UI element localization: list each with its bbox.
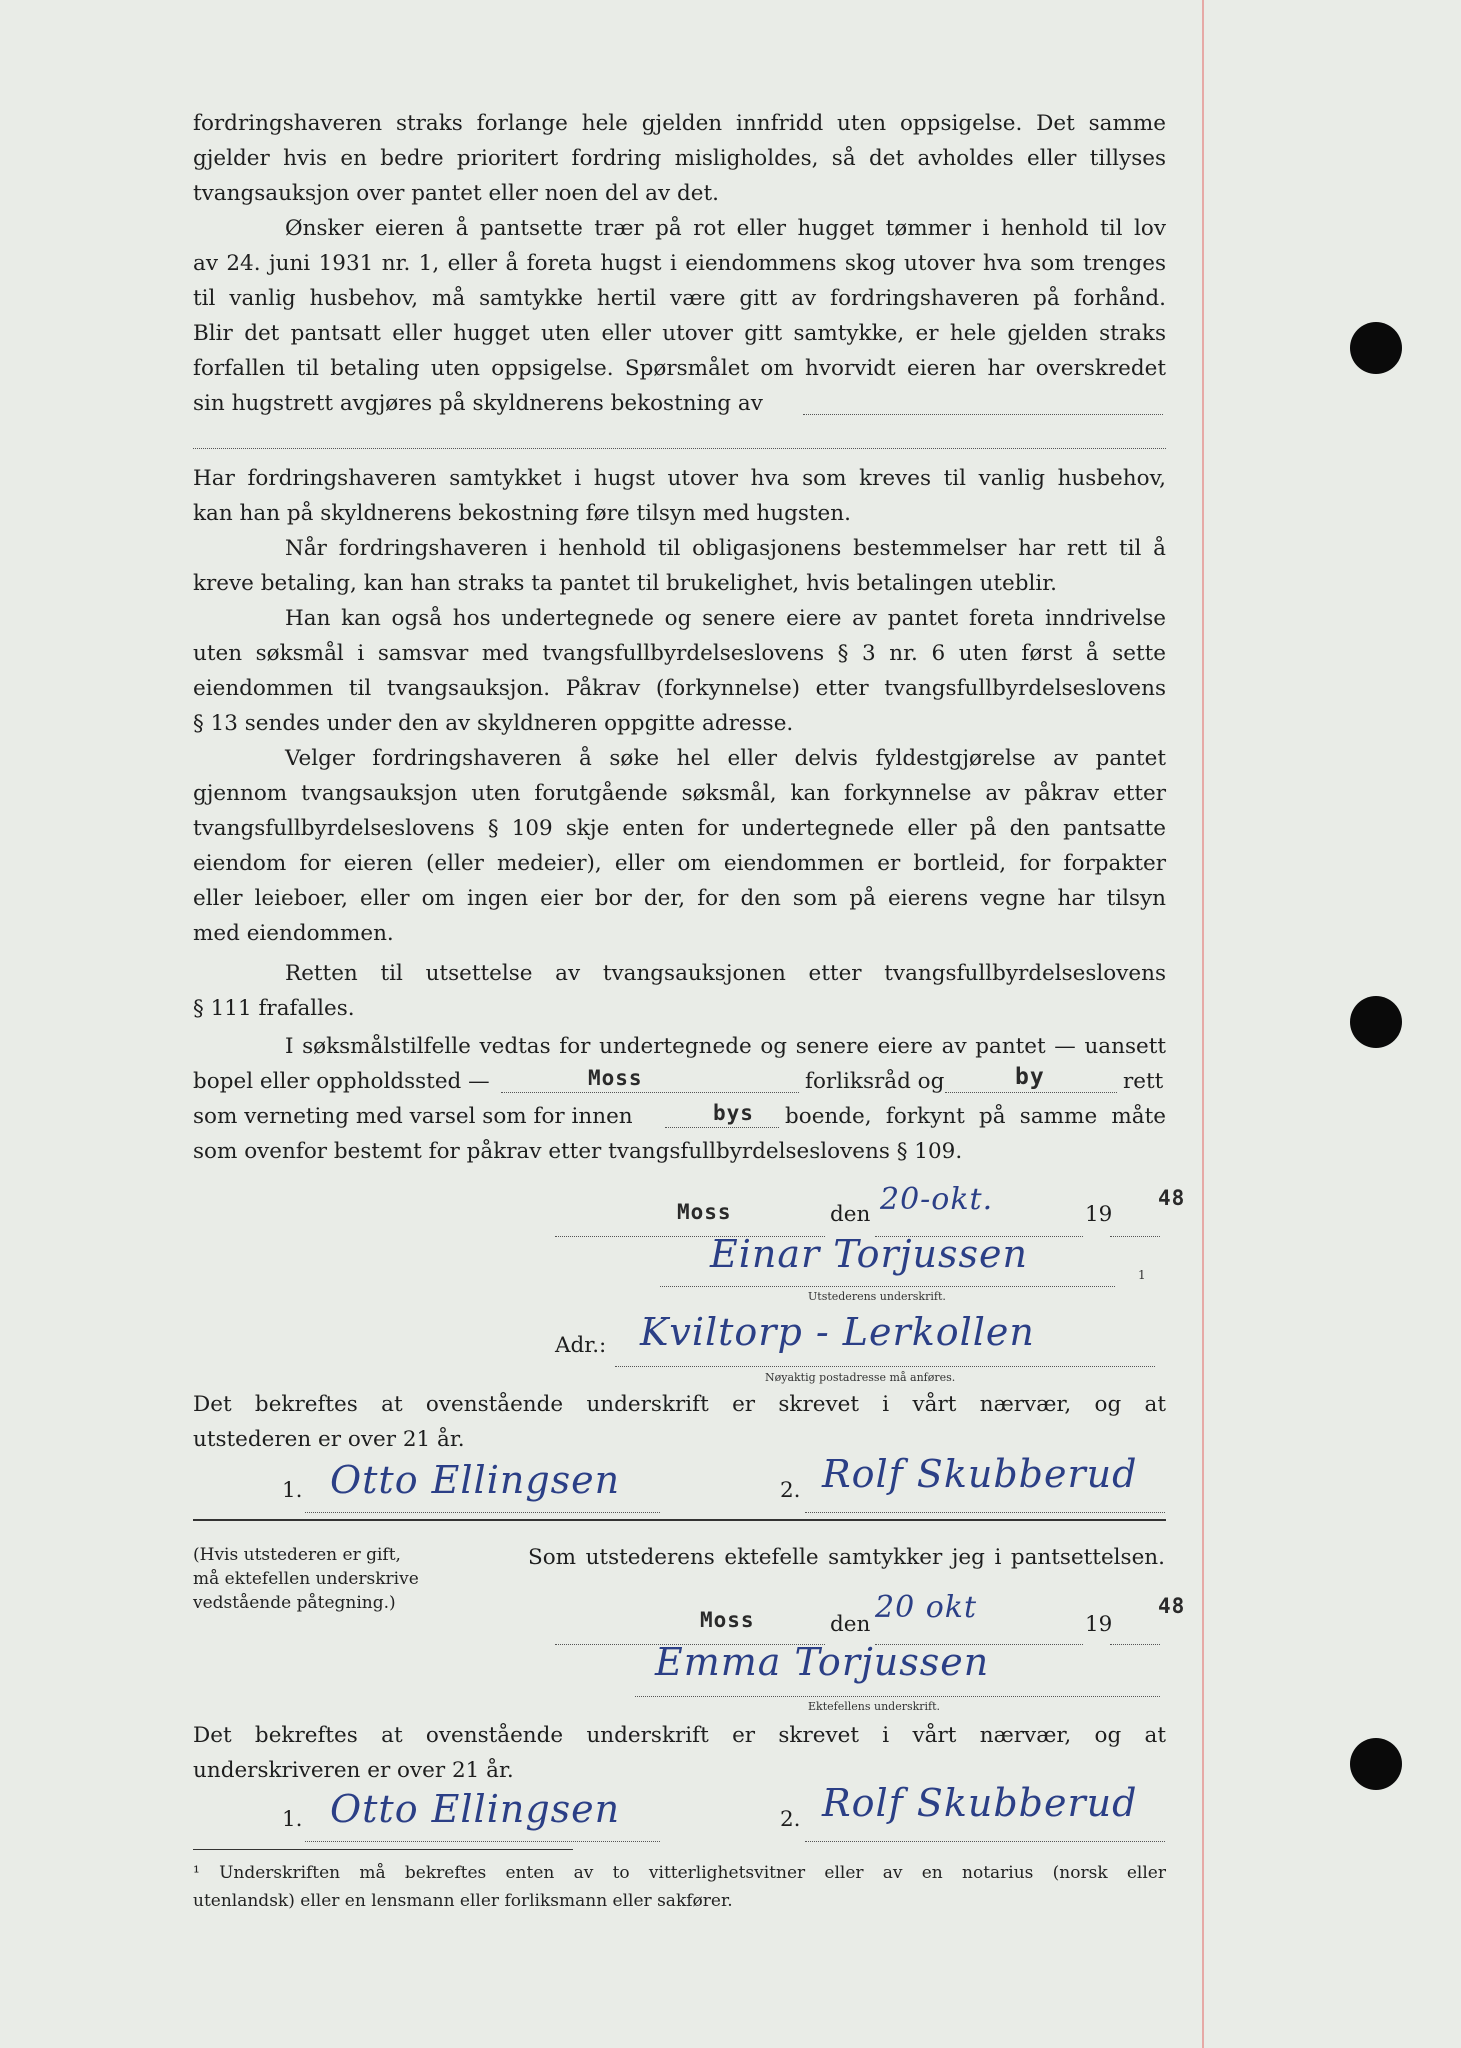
venue-text: rett — [1123, 1069, 1164, 1094]
signature-line — [805, 1825, 1165, 1842]
signature-caption: Utstederens underskrift. — [808, 1290, 946, 1303]
spouse-note-line: (Hvis utstederen er gift, — [193, 1545, 401, 1565]
dotted-fill — [1110, 1220, 1160, 1237]
text-line: gjennom tvangsauksjon uten forutgående søksmål, kan forkynnelse av påkrav etter — [193, 781, 1166, 806]
text-line: Ønsker eieren å pantsette trær på rot eller hugget tømmer i henhold til lov — [285, 216, 1166, 241]
spouse-note-line: vedstående påtegning.) — [193, 1593, 396, 1613]
text-line: sin hugstrett avgjøres på skyldnerens bekostning av — [193, 391, 763, 416]
spouse-place: Moss — [700, 1608, 755, 1632]
section-divider — [193, 1519, 1166, 1521]
text-line: I søksmålstilfelle vedtas for undertegnede og senere eiere av pantet — uansett — [285, 1034, 1166, 1059]
text-line: § 13 sendes under den av skyldneren oppgitte adresse. — [193, 711, 794, 736]
venue-text: boende, forkynt på samme måte — [785, 1104, 1166, 1129]
text-line: til vanlig husbehov, må samtykke hertil være gitt av fordringshaveren på forhånd. — [193, 286, 1166, 311]
witness-text: Det bekreftes at ovenstående underskrift er skrevet i vårt nærvær, og at — [193, 1723, 1166, 1748]
venue-line — [193, 1067, 490, 1097]
signature-line — [305, 1825, 660, 1842]
issuer-place: Moss — [677, 1200, 732, 1224]
signature-line — [660, 1270, 1115, 1287]
witness-number: 2. — [780, 1807, 801, 1832]
issuer-date: 20-okt. — [880, 1182, 994, 1217]
footnote-line: utenlandsk) eller en lensmann eller forliksmann eller sakfører. — [193, 1891, 733, 1911]
witness-number: 2. — [780, 1478, 801, 1503]
year-suffix: 48 — [1158, 1594, 1186, 1618]
punch-hole — [1350, 322, 1402, 374]
den-label: den — [830, 1612, 871, 1637]
footnote-line: ¹ Underskriften må bekreftes enten av to vitterlighetsvitner eller av en notarius (norsk eller — [193, 1863, 1166, 1883]
body-text — [193, 0, 1166, 1180]
text-line: tvangsauksjon over pantet eller noen del av det. — [193, 181, 719, 206]
witness-signature: Rolf Skubberud — [822, 1452, 1138, 1496]
text-line: som ovenfor bestemt for påkrav etter tvangsfullbyrdelseslovens § 109. — [193, 1139, 963, 1164]
margin-rule — [1202, 0, 1204, 2048]
typed-place: Moss — [588, 1066, 643, 1090]
spouse-signature: Emma Torjussen — [655, 1640, 990, 1684]
witness-signature: Otto Ellingsen — [330, 1787, 621, 1831]
spouse-consent: Som utstederens ektefelle samtykker jeg i pantsettelsen. — [528, 1545, 1165, 1570]
year-suffix: 48 — [1158, 1186, 1186, 1210]
venue-text: bopel eller oppholdssted — — [193, 1069, 490, 1094]
den-label: den — [830, 1202, 871, 1227]
signature-line — [635, 1680, 1160, 1697]
text-line: Har fordringshaveren samtykket i hugst utover hva som kreves til vanlig husbehov, — [193, 466, 1166, 491]
witness-signature: Rolf Skubberud — [822, 1781, 1138, 1825]
witness-text: Det bekreftes at ovenstående underskrift er skrevet i vårt nærvær, og at — [193, 1392, 1166, 1417]
text-line: av 24. juni 1931 nr. 1, eller å foreta hugst i eiendommens skog utover hva som trenges — [193, 251, 1166, 276]
text-line: Blir det pantsatt eller hugget uten eller utover gitt samtykke, er hele gjelden straks — [193, 321, 1166, 346]
dotted-fill — [501, 1076, 799, 1093]
typed-bys: bys — [713, 1101, 754, 1125]
text-line: tvangsfullbyrdelseslovens § 109 skje enten for undertegnede eller på den pantsatte — [193, 816, 1166, 841]
dotted-fill — [803, 398, 1163, 415]
address-value: Kviltorp - Lerkollen — [640, 1310, 1035, 1354]
witness-number: 1. — [282, 1807, 303, 1832]
spouse-note — [193, 1543, 419, 1615]
spouse-date: 20 okt — [875, 1590, 978, 1625]
spouse-note-line: må ektefellen underskrive — [193, 1569, 419, 1589]
venue-text: forliksråd og — [805, 1069, 945, 1094]
signature-caption: Ektefellens underskrift. — [808, 1700, 941, 1713]
text-line: forfallen til betaling uten oppsigelse. Spørsmålet om hvorvidt eieren har overskredet — [193, 356, 1166, 381]
address-label: Adr.: — [555, 1333, 607, 1358]
witness-text: utstederen er over 21 år. — [193, 1427, 465, 1452]
typed-court: by — [1015, 1064, 1045, 1090]
text-line: gjelder hvis en bedre prioritert fordring misligholdes, så det avholdes eller tillyses — [193, 146, 1166, 171]
text-line: Velger fordringshaveren å søke hel eller delvis fyldestgjørelse av pantet — [285, 746, 1166, 771]
venue-text: som verneting med varsel som for innen — [193, 1104, 633, 1129]
text-line: med eiendommen. — [193, 921, 394, 946]
signature-line — [805, 1496, 1165, 1513]
signature-line — [305, 1496, 660, 1513]
address-line — [615, 1350, 1155, 1367]
text-line: Retten til utsettelse av tvangsauksjonen etter tvangsfullbyrdelseslovens — [285, 961, 1166, 986]
text-line: fordringshaveren straks forlange hele gjelden innfridd uten oppsigelse. Det samme — [193, 111, 1166, 136]
witness-text: underskriveren er over 21 år. — [193, 1758, 514, 1783]
text-line: eiendom for eieren (eller medeier), eller om eiendommen er bortleid, for forpakter — [193, 851, 1166, 876]
footnote-ref: 1 — [1138, 1268, 1146, 1282]
punch-hole — [1350, 996, 1402, 1048]
witness-signature: Otto Ellingsen — [330, 1458, 621, 1502]
text-line: § 111 frafalles. — [193, 996, 355, 1021]
text-line: eller leieboer, eller om ingen eier bor der, for den som på eierens vegne har tilsyn — [193, 886, 1166, 911]
text-line: kreve betaling, kan han straks ta pantet til brukelighet, hvis betalingen uteblir. — [193, 571, 1057, 596]
issuer-signature: Einar Torjussen — [710, 1232, 1028, 1276]
text-line: Han kan også hos undertegnede og senere eiere av pantet foreta inndrivelse — [285, 606, 1166, 631]
text-line: kan han på skyldnerens bekostning føre tilsyn med hugsten. — [193, 501, 851, 526]
witness-number: 1. — [282, 1478, 303, 1503]
year-prefix: 19 — [1085, 1612, 1113, 1637]
text-line: Når fordringshaveren i henhold til obligasjonens bestemmelser har rett til å — [285, 536, 1166, 561]
address-caption: Nøyaktig postadresse må anføres. — [765, 1371, 956, 1384]
year-prefix: 19 — [1085, 1202, 1113, 1227]
dotted-fill — [1110, 1628, 1160, 1645]
dotted-fill — [193, 432, 1166, 449]
footnote — [193, 1859, 1166, 1915]
text-line: eiendommen til tvangsauksjon. Påkrav (forkynnelse) etter tvangsfullbyrdelseslovens — [193, 676, 1166, 701]
text-line: uten søksmål i samsvar med tvangsfullbyrdelseslovens § 3 nr. 6 uten først å sette — [193, 641, 1166, 666]
footnote-divider — [193, 1849, 573, 1850]
punch-hole — [1350, 1738, 1402, 1790]
